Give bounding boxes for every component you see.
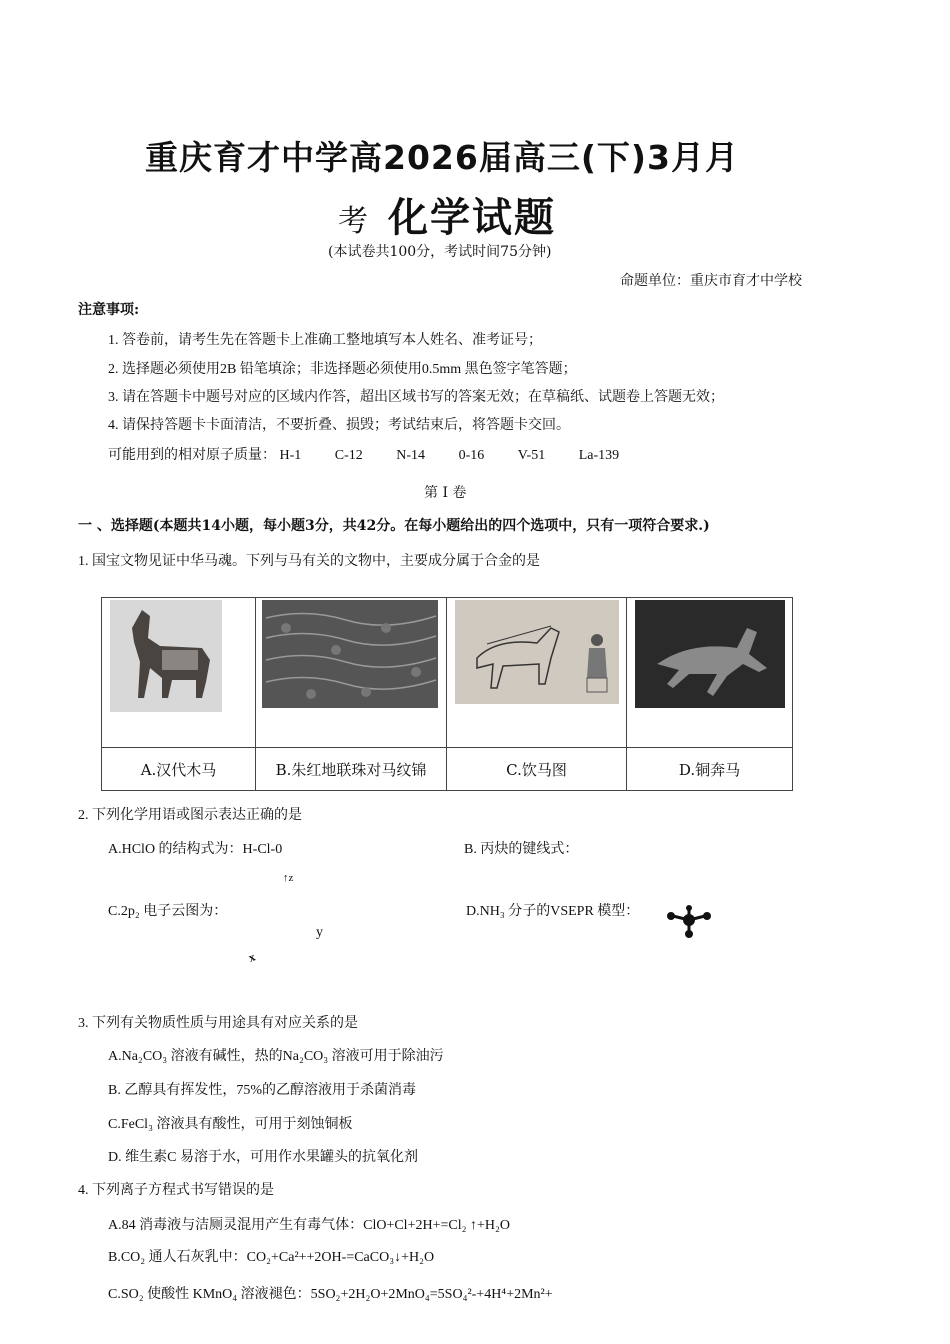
q3-option-d: D. 维生素C 易溶于水，可用作水果罐头的抗氧化剂 — [108, 1150, 418, 1165]
notice-item: 2. 选择题必须使用2B 铅笔填涂；非选择题必须使用0.5mm 黑色签字笔答题； — [108, 362, 577, 377]
atomic-mass-la: La-139 — [578, 448, 620, 463]
q1-stem: 1. 国宝文物见证中华马魂。下列与马有关的文物中，主要成分属于合金的是 — [78, 554, 540, 569]
atomic-mass-n: N-14 — [396, 448, 426, 463]
atomic-mass-line — [108, 444, 619, 464]
q1-option-d: D.铜奔马 — [627, 748, 793, 791]
atomic-mass-h: H-1 — [279, 448, 302, 463]
q3-option-c: C.FeCl₃ 溶液具有酸性，可用于刻蚀铜板 — [108, 1117, 353, 1132]
q2-option-b: B. 丙炔的键线式： — [464, 842, 579, 857]
axis-x-label: x — [246, 949, 258, 965]
notice-heading: 注意事项: — [78, 302, 140, 318]
q1-option-b: B.朱红地联珠对马纹锦 — [256, 748, 447, 791]
wooden-horse-image — [102, 598, 255, 747]
q4-option-c: C.SO₂ 使酸性 KMnO₄ 溶液褪色：5SO₂+2H₂O+2MnO₄=5SO₄²-+4H⁴+2Mn²+ — [108, 1287, 553, 1302]
q2-option-d: D.NH₃ 分子的VSEPR 模型： — [466, 904, 640, 919]
q4-option-a: A.84 消毒液与洁厕灵混用产生有毒气体：ClO+Cl+2H+=Cl₂ ↑+H₂O — [108, 1218, 510, 1233]
atomic-mass-v: V-51 — [517, 448, 546, 463]
q4-option-b: B.CO₂ 通人石灰乳中：CO₂+Ca²++2OH-=CaCO₃↓+H₂O — [108, 1250, 435, 1265]
q2-stem: 2. 下列化学用语或图示表达正确的是 — [78, 808, 302, 823]
notice-item: 4. 请保持答题卡卡面清洁，不要折叠、损毁；考试结束后，将答题卡交回。 — [108, 418, 570, 433]
q1-image-table — [101, 597, 793, 791]
q3-stem: 3. 下列有关物质性质与用途具有对应关系的是 — [78, 1016, 358, 1031]
q1-option-a: A.汉代木马 — [102, 748, 256, 791]
atomic-mass-label: 可能用到的相对原子质量： — [108, 448, 276, 463]
axis-z-label: ↑z — [283, 872, 294, 884]
exam-title-subject: 化学试题 — [388, 195, 556, 241]
q3-option-b: B. 乙醇具有挥发性，75%的乙醇溶液用于杀菌消毒 — [108, 1083, 416, 1098]
part-heading: 一 、选择题(本题共14小题，每小题3分，共42分。在每小题给出的四个选项中，只有一项符合要求.) — [78, 518, 710, 534]
issuing-unit: 命题单位：重庆市育才中学校 — [620, 273, 802, 289]
atomic-mass-c: C-12 — [334, 448, 363, 463]
exam-title-line1: 重庆育才中学高2026届高三(下)3月月 — [145, 138, 739, 177]
drinking-horse-painting-image — [447, 598, 626, 747]
bronze-galloping-horse-image — [627, 598, 792, 747]
q4-stem: 4. 下列离子方程式书写错误的是 — [78, 1183, 274, 1198]
atomic-mass-o: 0-16 — [458, 448, 485, 463]
notice-item: 3. 请在答题卡中题号对应的区域内作答，超出区域书写的答案无效；在草稿纸、试题卷上答题无效； — [108, 390, 724, 405]
q1-option-c: C.饮马图 — [447, 748, 627, 791]
notice-item: 1. 答卷前，请考生先在答题卡上准确工整地填写本人姓名、准考证号； — [108, 333, 542, 348]
q2-option-c: C.2p₂ 电子云图为： — [108, 904, 228, 919]
section-title: 第 I 卷 — [424, 485, 467, 501]
q3-option-a: A.Na₂CO₃ 溶液有碱性，热的Na₂CO₃ 溶液可用于除油污 — [108, 1049, 444, 1064]
axis-y-label: y — [316, 925, 323, 940]
exam-subtitle: (本试卷共100分，考试时间75分钟) — [328, 244, 552, 260]
vsepr-model-icon — [665, 904, 715, 940]
brocade-image — [256, 598, 446, 747]
exam-title-line2-prefix: 考 — [338, 204, 368, 239]
q2-option-a: A.HClO 的结构式为：H-Cl-0 — [108, 842, 283, 857]
